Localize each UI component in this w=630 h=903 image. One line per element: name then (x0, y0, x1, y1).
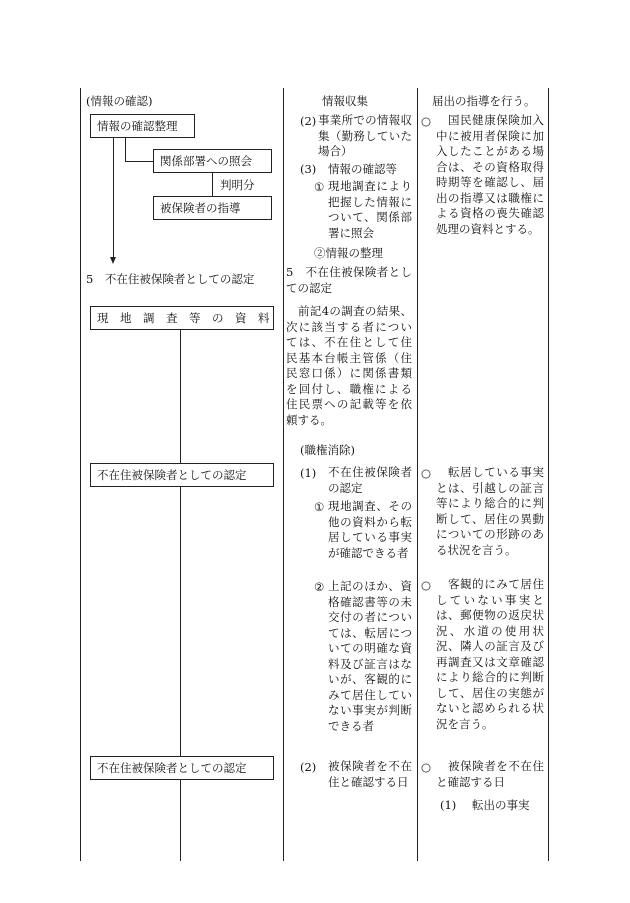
item3-text: 情報の確認等 (328, 162, 397, 176)
flow-line-branch-h (125, 161, 153, 162)
sub1-number: ① (314, 180, 325, 194)
rec1-number: (1) (300, 466, 317, 480)
rec2-text: 被保険者を不在住と確認する日 (328, 759, 412, 789)
item2-text: 事業所での情報収集（勤務していた場合） (318, 113, 412, 158)
section5-heading-middle: 5 不在住被保険者としての認定 (286, 265, 412, 295)
note1-mark: ○ (421, 114, 432, 128)
item3-number: (3) (300, 162, 317, 176)
site-survey-materials-box: 現 地 調 査 等 の 資 料 (90, 306, 274, 330)
rec1-sub1-text: 現地調査、その他の資料から転居している事実が確認できる者 (328, 499, 412, 560)
flow-line-lower-1 (180, 330, 181, 463)
flow-line-branch (125, 138, 126, 162)
note4-text: 被保険者を不在住と確認する日 (436, 759, 544, 789)
non-resident-recognition-box-1: 不在住被保険者としての認定 (90, 463, 274, 487)
note2-mark: ○ (421, 466, 432, 480)
info-collection-text: 情報収集 (322, 94, 368, 108)
rec1-text: 不在住被保険者の認定 (328, 465, 412, 495)
shokken-heading: (職権消除) (300, 443, 355, 457)
note4-sub-number: (1) (440, 798, 457, 812)
note3-mark: ○ (421, 578, 432, 592)
insured-guidance-box: 被保険者の指導 (153, 196, 272, 220)
rec2-number: (2) (300, 760, 317, 774)
report-guidance-text: 届出の指導を行う。 (432, 94, 536, 108)
column-divider-middle (283, 88, 284, 861)
non-resident-recognition-box-2: 不在住被保険者としての認定 (90, 756, 274, 780)
related-dept-inquiry-box: 関係部署への照会 (153, 149, 272, 173)
section5-paragraph: 前記4の調査の結果、次に該当する者については、不在住として住民基本台帳主管係（住民窓口係）に関係書類を回付し、職権による住民票への記載等を依頼する。 (286, 304, 412, 427)
column-divider-left (80, 88, 81, 861)
sub2-text: ②情報の整理 (314, 246, 383, 260)
column-divider-right (417, 88, 418, 861)
info-check-heading: (情報の確認) (86, 94, 153, 108)
flow-line-main (113, 138, 114, 259)
note1-text: 国民健康保険加入中に被用者保険に加入したことがある場合は、その資格取得時期等を確認し、届出の指導又は職権による資格の喪失確認処理の資料とする。 (436, 113, 544, 236)
rec1-sub2-text: 上記のほか、資格確認書等の未交付の者については、転居についての明確な資料及び証言はないが、客観的にみて居住していない事実が判断できる者 (328, 579, 412, 733)
note4-mark: ○ (421, 760, 432, 774)
rec1-sub1-number: ① (314, 500, 325, 514)
note2-text: 転居している事実とは、引越しの証言等により総合的に判断して、居住の異動についての形跡のある状況を言う。 (436, 465, 544, 557)
rec1-sub2-number: ② (314, 580, 325, 594)
note4-sub-text: 転出の事実 (472, 798, 530, 812)
sub1-text: 現地調査により把握した情報について、関係部署に照会 (328, 179, 412, 240)
flow-line-inquiry-down (212, 173, 213, 196)
column-divider-far-right (548, 88, 549, 861)
found-label: 判明分 (220, 178, 255, 192)
section5-heading-left: 5 不在住被保険者としての認定 (86, 272, 255, 286)
flow-arrow-down-icon (110, 257, 116, 264)
note3-text: 客観的にみて居住していない事実とは、郵便物の返戻状況、水道の使用状況、隣人の証言及び再調査又は文章確認により総合的に判断して、居住の実態がないと認められる状況を言う。 (436, 577, 544, 731)
flow-line-lower-2 (180, 487, 181, 756)
item2-number: (2) (300, 114, 317, 128)
info-arrange-box: 情報の確認整理 (90, 114, 195, 138)
flow-line-lower-3 (180, 780, 181, 861)
